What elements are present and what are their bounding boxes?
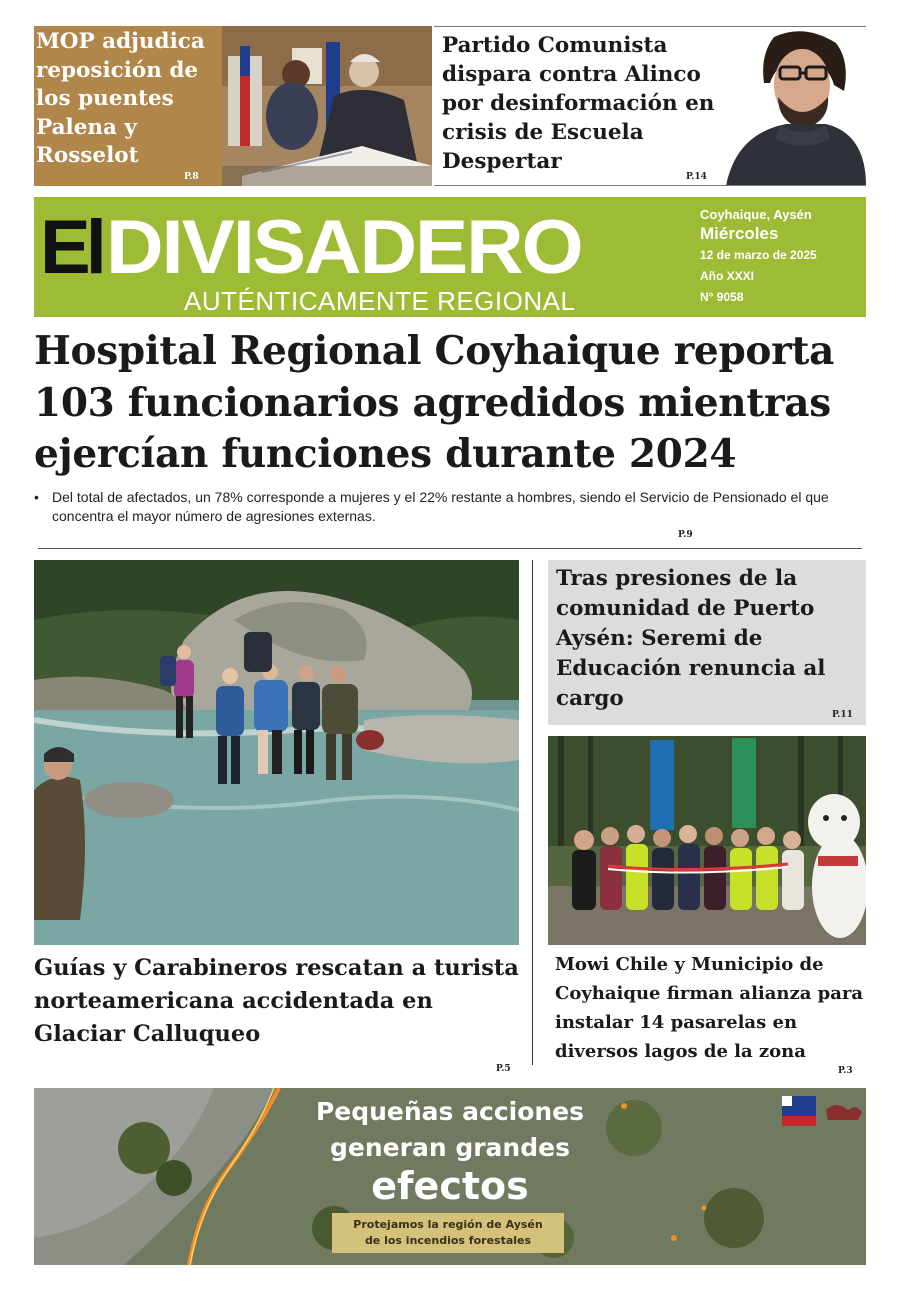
edition-date: 12 de marzo de 2025 <box>700 248 817 262</box>
column-divider <box>532 560 533 1065</box>
seremi-headline[interactable]: Tras presiones de la comunidad de Puerto Aysén: Seremi de Educación renuncia al cargo <box>556 566 826 711</box>
logo-divisadero: DIVISADERO <box>106 205 582 290</box>
ad-headline-line1: Pequeñas acciones <box>315 1097 585 1126</box>
rescue-photo[interactable] <box>34 560 519 945</box>
ad-banner-wildfire[interactable] <box>34 1088 866 1265</box>
teaser-left-page-ref: P.8 <box>184 172 199 182</box>
ad-sponsor-logos <box>782 1096 862 1126</box>
edition-location: Coyhaique, Aysén <box>700 207 812 222</box>
edition-issue: N° 9058 <box>700 290 744 304</box>
edition-weekday: Miércoles <box>700 224 779 243</box>
edition-year: Año XXXI <box>700 269 755 283</box>
main-summary-text: Del total de afectados, un 78% corresponde a mujeres y el 22% restante a hombres, siendo el Servicio de Pensionado el que concentra el mayor número de agresiones externas. <box>52 489 829 524</box>
ad-headline-line2: generan grandes <box>330 1133 570 1162</box>
main-headline[interactable]: Hospital Regional Coyhaique reporta 103 funcionarios agredidos mientras ejercían funciones durante 2024 <box>34 328 835 477</box>
masthead <box>34 197 866 317</box>
mowi-headline[interactable]: Mowi Chile y Municipio de Coyhaique firman alianza para instalar 14 pasarelas en diversos lagos de la zona <box>555 954 864 1062</box>
logo-tagline: AUTÉNTICAMENTE REGIONAL <box>184 286 576 316</box>
rescue-page-ref: P.5 <box>496 1064 511 1074</box>
seremi-story-box[interactable] <box>548 560 866 725</box>
teaser-left-headline[interactable]: MOP adjudica reposición de los puentes Palena y Rosselot <box>36 29 205 168</box>
logo-el: El <box>40 205 102 290</box>
mowi-photo[interactable] <box>548 736 866 945</box>
ad-ribbon-line1: Protejamos la región de Aysén <box>353 1218 543 1231</box>
rescue-headline[interactable]: Guías y Carabineros rescatan a turista norteamericana accidentada en Glaciar Calluqueo <box>34 955 519 1047</box>
edition-info <box>700 207 860 308</box>
ad-ribbon <box>332 1213 564 1253</box>
teaser-right-headline[interactable]: Partido Comunista dispara contra Alinco por desinformación en crisis de Escuela Despertar <box>442 33 715 174</box>
divider <box>38 548 862 549</box>
ad-headline-line3: efectos <box>371 1164 529 1208</box>
teaser-left[interactable] <box>34 26 432 186</box>
mowi-page-ref: P.3 <box>838 1066 853 1076</box>
teaser-left-photo <box>222 26 432 186</box>
main-page-ref: P.9 <box>678 530 693 540</box>
bullet-icon: • <box>34 489 39 505</box>
teaser-right-portrait <box>716 27 866 186</box>
teaser-right[interactable] <box>434 26 866 186</box>
teaser-right-page-ref: P.14 <box>686 172 707 182</box>
ad-ribbon-line2: de los incendios forestales <box>364 1234 532 1247</box>
seremi-page-ref: P.11 <box>832 710 853 720</box>
